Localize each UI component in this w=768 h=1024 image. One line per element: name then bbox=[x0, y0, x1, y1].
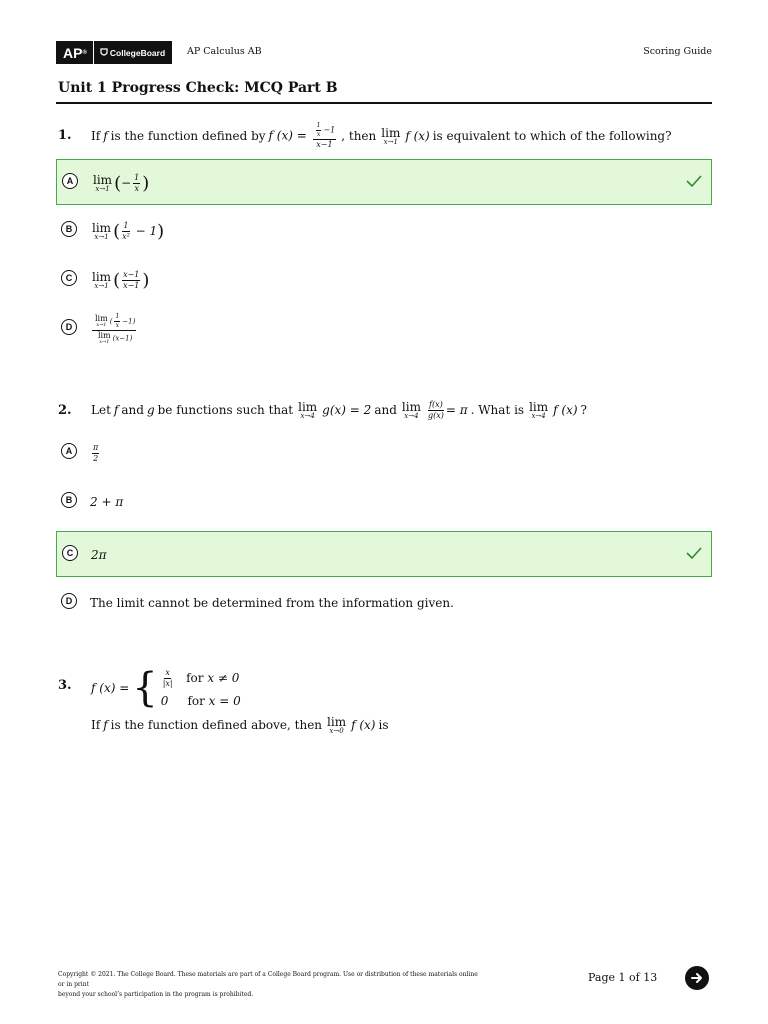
option-badge: C bbox=[61, 270, 77, 286]
ap-collegeboard-logo: AP ® CollegeBoard bbox=[56, 41, 172, 64]
arrow-right-icon bbox=[690, 971, 704, 985]
title-divider bbox=[56, 102, 712, 104]
option-text: lim x→1 ( − $\frac{1}{x}$ ) bbox=[93, 172, 150, 194]
q2-option-b[interactable] bbox=[56, 479, 712, 525]
option-badge: A bbox=[61, 443, 77, 459]
acorn-icon bbox=[100, 48, 108, 57]
next-page-button[interactable] bbox=[685, 966, 709, 990]
check-icon bbox=[685, 172, 703, 190]
question-1-number: 1. bbox=[58, 128, 72, 143]
question-3-text: If f is the function defined above, then lim x→0 f (x) is bbox=[91, 714, 389, 735]
option-text: lim x→1 ( $\frac{1}{x}$ −1) lim x→1 (x−1) bbox=[90, 306, 138, 352]
q1-option-b[interactable] bbox=[56, 208, 712, 254]
question-2-number: 2. bbox=[58, 403, 72, 418]
logo-ap-text: AP bbox=[63, 44, 83, 61]
option-badge: D bbox=[61, 593, 77, 609]
q1-option-c[interactable] bbox=[56, 257, 712, 303]
copyright-notice: Copyright © 2021. The College Board. These materials are part of a College Board program. Use or distribution of these materials online or in print beyond your school’s participation in the program is prohibited. bbox=[58, 971, 478, 998]
page-title: Unit 1 Progress Check: MCQ Part B bbox=[58, 80, 338, 96]
question-2-text: Let f and g be functions such that lim x→4 g(x) = 2 and lim x→4 $\frac{f(x)}{g(x)}$ = π . What is lim x→4 f (x) ? bbox=[91, 399, 587, 420]
option-badge: A bbox=[62, 173, 78, 189]
logo-cb-text: CollegeBoard bbox=[109, 47, 166, 58]
option-text: $\frac{\pi}{2}$ bbox=[93, 442, 99, 463]
question-3-number: 3. bbox=[58, 678, 72, 693]
option-text: lim x→1 ( $\frac{1}{\text{x²}}$ − 1 ) bbox=[92, 220, 165, 242]
q1-option-d[interactable] bbox=[56, 306, 712, 352]
q1-option-a[interactable] bbox=[56, 159, 712, 205]
option-text: lim x→1 ( $\frac{x-1}{x-1}$ ) bbox=[92, 269, 150, 291]
option-badge: C bbox=[62, 545, 78, 561]
option-badge: D bbox=[61, 319, 77, 335]
option-badge: B bbox=[61, 221, 77, 237]
option-text: 2π bbox=[91, 548, 107, 562]
q1-function-def: f (x) = $\frac{1}{x}$ −1 x−1 bbox=[268, 122, 336, 149]
page-number: Page 1 of 13 bbox=[588, 971, 658, 984]
question-1-text: If f is the function defined by f (x) = $\frac{1}{x}$ −1 x−1 , then lim x→1 f (x) is equivalent to which of the following? bbox=[91, 122, 672, 149]
q2-option-a[interactable] bbox=[56, 430, 712, 476]
check-icon bbox=[685, 544, 703, 562]
page-header bbox=[56, 41, 712, 65]
q2-option-c[interactable] bbox=[56, 531, 712, 577]
scoring-guide-label: Scoring Guide bbox=[643, 46, 712, 57]
question-3-function: f (x) = { $\frac{x}{|x|}$ for x ≠ 0 0 for x = 0 bbox=[91, 665, 241, 711]
course-name: AP Calculus AB bbox=[187, 46, 262, 57]
option-text: 2 + π bbox=[90, 495, 124, 509]
q2-option-d[interactable] bbox=[56, 580, 712, 626]
option-badge: B bbox=[61, 492, 77, 508]
option-text: The limit cannot be determined from the information given. bbox=[90, 596, 454, 610]
